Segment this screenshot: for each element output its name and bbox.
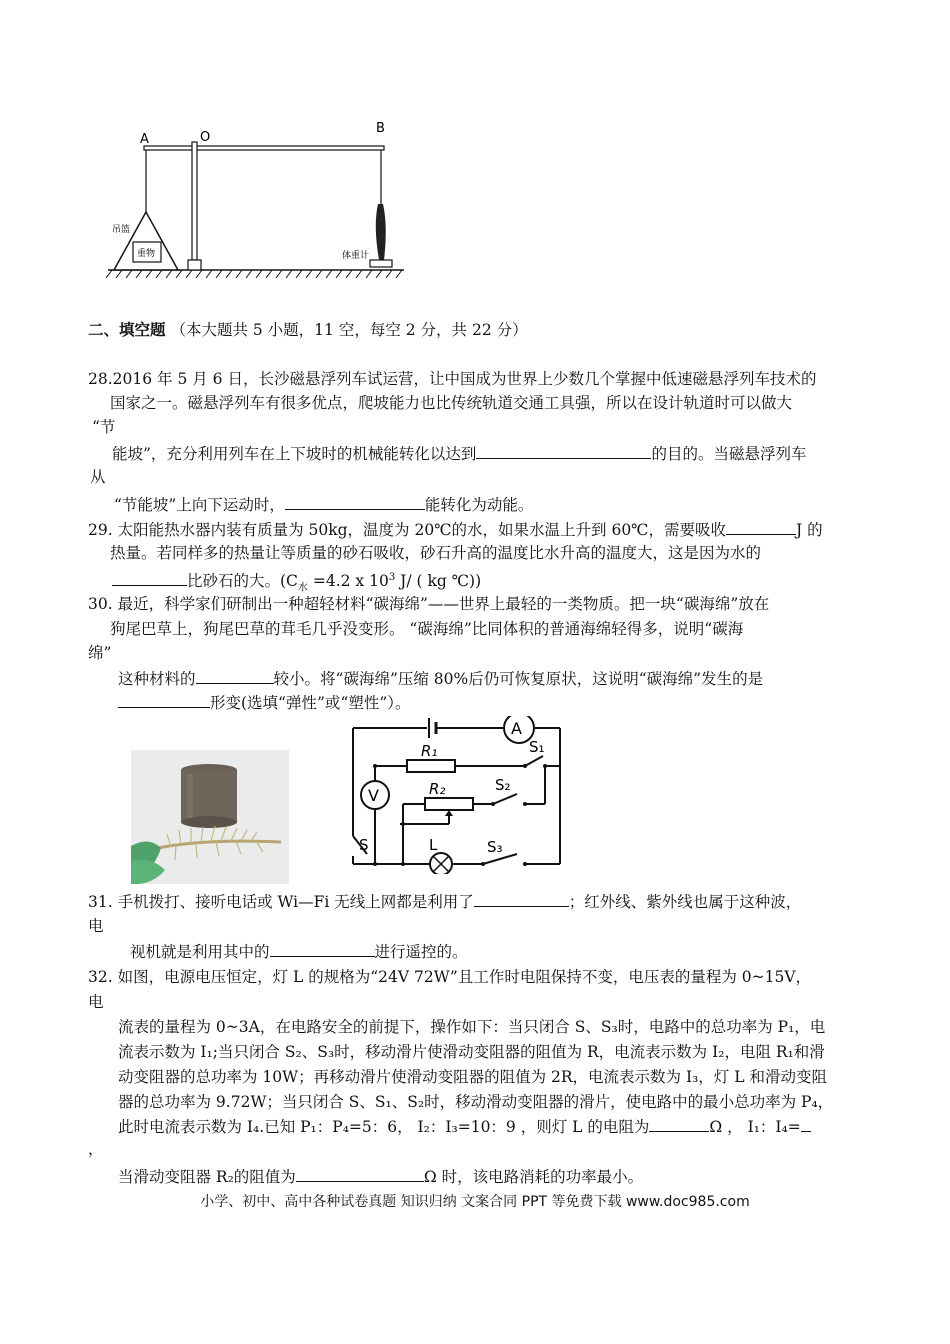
label-basket: 吊篮 [112, 225, 131, 235]
q31-text-3a: 视机就是利用其中的 [130, 943, 270, 961]
q29-text-1a: 29. 太阳能热水器内装有质量为 50kg，温度为 20℃的水，如果水温上升到 60℃，需要吸收 [88, 521, 727, 539]
label-weight: 重物 [137, 249, 156, 259]
q28-line-3: “节 [92, 418, 116, 436]
q30-line-4 [118, 668, 763, 689]
q32-text-9b: Ω 时，该电路消耗的功率最小。 [423, 1168, 644, 1186]
label-o: O [200, 130, 211, 145]
q28-blank-1[interactable] [476, 443, 651, 459]
q32-text-9a: 当滑动变阻器 R₂的阻值为 [118, 1168, 296, 1186]
q29-blank-2[interactable] [112, 570, 187, 586]
label-scale: 体重计 [342, 251, 370, 261]
page-footer: 小学、初中、高中各种试卷真题 知识归纳 文案合同 PPT 等免费下载 www.doc985.com [200, 1194, 750, 1210]
q28-line-1: 28.2016 年 5 月 6 日，长沙磁悬浮列车试运营，让中国成为世界上少数几个掌握中低速磁悬浮列车技术的 [88, 370, 817, 388]
section-title [88, 320, 528, 340]
q28-text-4a: 能坡”，充分利用列车在上下坡时的机械能转化以达到 [112, 445, 477, 463]
q30-blank-1[interactable] [196, 668, 274, 684]
q29-text-3c: J/ ( kg ℃)) [395, 572, 482, 591]
q29-text-3a: 比砂石的大。(C [187, 572, 298, 591]
s3-label: S₃ [487, 838, 503, 856]
q31-text-3b: 进行遥控的。 [374, 943, 468, 961]
carbon-sponge-photo [131, 750, 289, 884]
q30-text-5b: 形变(选填“弹性”或“塑性”）。 [210, 694, 411, 712]
q32-line-4: 流表示数为 I₁;当只闭合 S₂、S₃时，移动滑片使滑动变阻器的阻值为 R，电流表示数为 I₂，电阻 R₁和滑 [118, 1043, 825, 1061]
q32-line-1: 32. 如图，电源电压恒定，灯 L 的规格为“24V 72W”且工作时电阻保持不变，电压表的量程为 0~15V， [88, 968, 812, 986]
label-b: B [376, 121, 385, 136]
q29-text-1b: J 的 [796, 521, 823, 539]
q30-text-4a: 这种材料的 [118, 670, 196, 688]
q28-text-6b: 能转化为动能。 [424, 496, 534, 514]
q29-line-2: 热量。若同样多的热量让等质量的砂石吸收，砂石升高的温度比水升高的温度大，这是因为水的 [110, 544, 762, 562]
q29-blank-1[interactable] [726, 519, 796, 535]
q32-blank-3[interactable] [296, 1166, 424, 1182]
q28-line-5: 从 [90, 468, 106, 486]
q31-line-3 [130, 941, 468, 962]
q29-sup-3: 3 [388, 572, 396, 583]
q29-text-3b: =4.2 x 10 [307, 572, 389, 591]
q28-line-2: 国家之一。磁悬浮列车有很多优点，爬坡能力也比传统轨道交通工具强，所以在设计轨道时可以做大 [110, 394, 793, 412]
q32-text-7a: 此时电流表示数为 I₄.已知 P₁：P₄=5：6， I₂：I₃=10：9 ，则灯 L 的电阻为 [118, 1118, 650, 1136]
q31-blank-1[interactable] [474, 891, 569, 907]
circuit-diagram [345, 716, 570, 874]
q32-line-6: 器的总功率为 9.72W；当只闭合 S、S₁、S₂时，移动滑动变阻器的滑片，使电路中的最小总功率为 P₄， [118, 1093, 834, 1111]
q31-text-1a: 31. 手机拨打、接听电话或 Wi—Fi 无线上网都是利用了 [88, 893, 474, 911]
q32-line-9 [118, 1166, 643, 1187]
q32-blank-2[interactable] [801, 1116, 811, 1132]
q32-line-2: 电 [88, 993, 104, 1011]
l-label: L [429, 836, 438, 854]
r1-label: R₁ [421, 742, 438, 760]
q32-line-7 [118, 1116, 811, 1137]
q32-text-7b: Ω ， I₁：I₄= [709, 1118, 801, 1136]
q31-blank-2[interactable] [270, 941, 375, 957]
q31-text-1b: ；红外线、紫外线也属于这种波， [568, 893, 802, 911]
q28-text-4b: 的目的。当磁悬浮列车 [651, 445, 807, 463]
s1-label: S₁ [529, 738, 545, 756]
q32-line-5: 动变阻器的总功率为 10W；再移动滑片使滑动变阻器的阻值为 2R，电流表示数为 I₃，灯 L 和滑动变阻 [118, 1068, 827, 1086]
voltmeter-label: V [368, 786, 379, 805]
q28-blank-2[interactable] [285, 494, 425, 510]
q32-line-3: 流表的量程为 0~3A，在电路安全的前提下，操作如下：当只闭合 S、S₃时，电路中的总功率为 P₁，电 [118, 1018, 826, 1036]
q32-blank-1[interactable] [649, 1116, 709, 1132]
q30-blank-2[interactable] [118, 692, 210, 708]
q30-line-3: 绵” [88, 644, 112, 662]
q29-line-1 [88, 519, 823, 540]
lever-diagram [100, 112, 420, 287]
q31-line-2: 电 [88, 917, 104, 935]
q30-line-2: 狗尾巴草上，狗尾巴草的茸毛几乎没变形。 “碳海绵”比同体积的普通海绵轻得多，说明“碳海 [110, 620, 744, 638]
q32-line-8: ， [88, 1140, 104, 1158]
section-note: （本大题共 5 小题，11 空，每空 2 分，共 22 分） [170, 321, 528, 339]
q31-line-1 [88, 891, 801, 912]
q28-line-4 [112, 443, 806, 464]
s2-label: S₂ [495, 776, 511, 794]
s-label: S [359, 836, 369, 854]
q30-text-4b: 较小。将“碳海绵”压缩 80%后仍可恢复原状，这说明“碳海绵”发生的是 [273, 670, 764, 688]
ammeter-label: A [511, 719, 522, 738]
q30-line-5 [118, 692, 411, 713]
section-heading: 二、填空题 [88, 321, 166, 339]
r2-label: R₂ [429, 780, 446, 798]
q28-line-6 [114, 494, 533, 515]
q28-text-6a: “节能坡”上向下运动时， [114, 496, 285, 514]
label-a: A [140, 132, 149, 147]
q30-line-1: 30. 最近，科学家们研制出一种超轻材料“碳海绵”——世界上最轻的一类物质。把一块“碳海绵”放在 [88, 595, 770, 613]
q29-sub-water: 水 [297, 582, 308, 594]
